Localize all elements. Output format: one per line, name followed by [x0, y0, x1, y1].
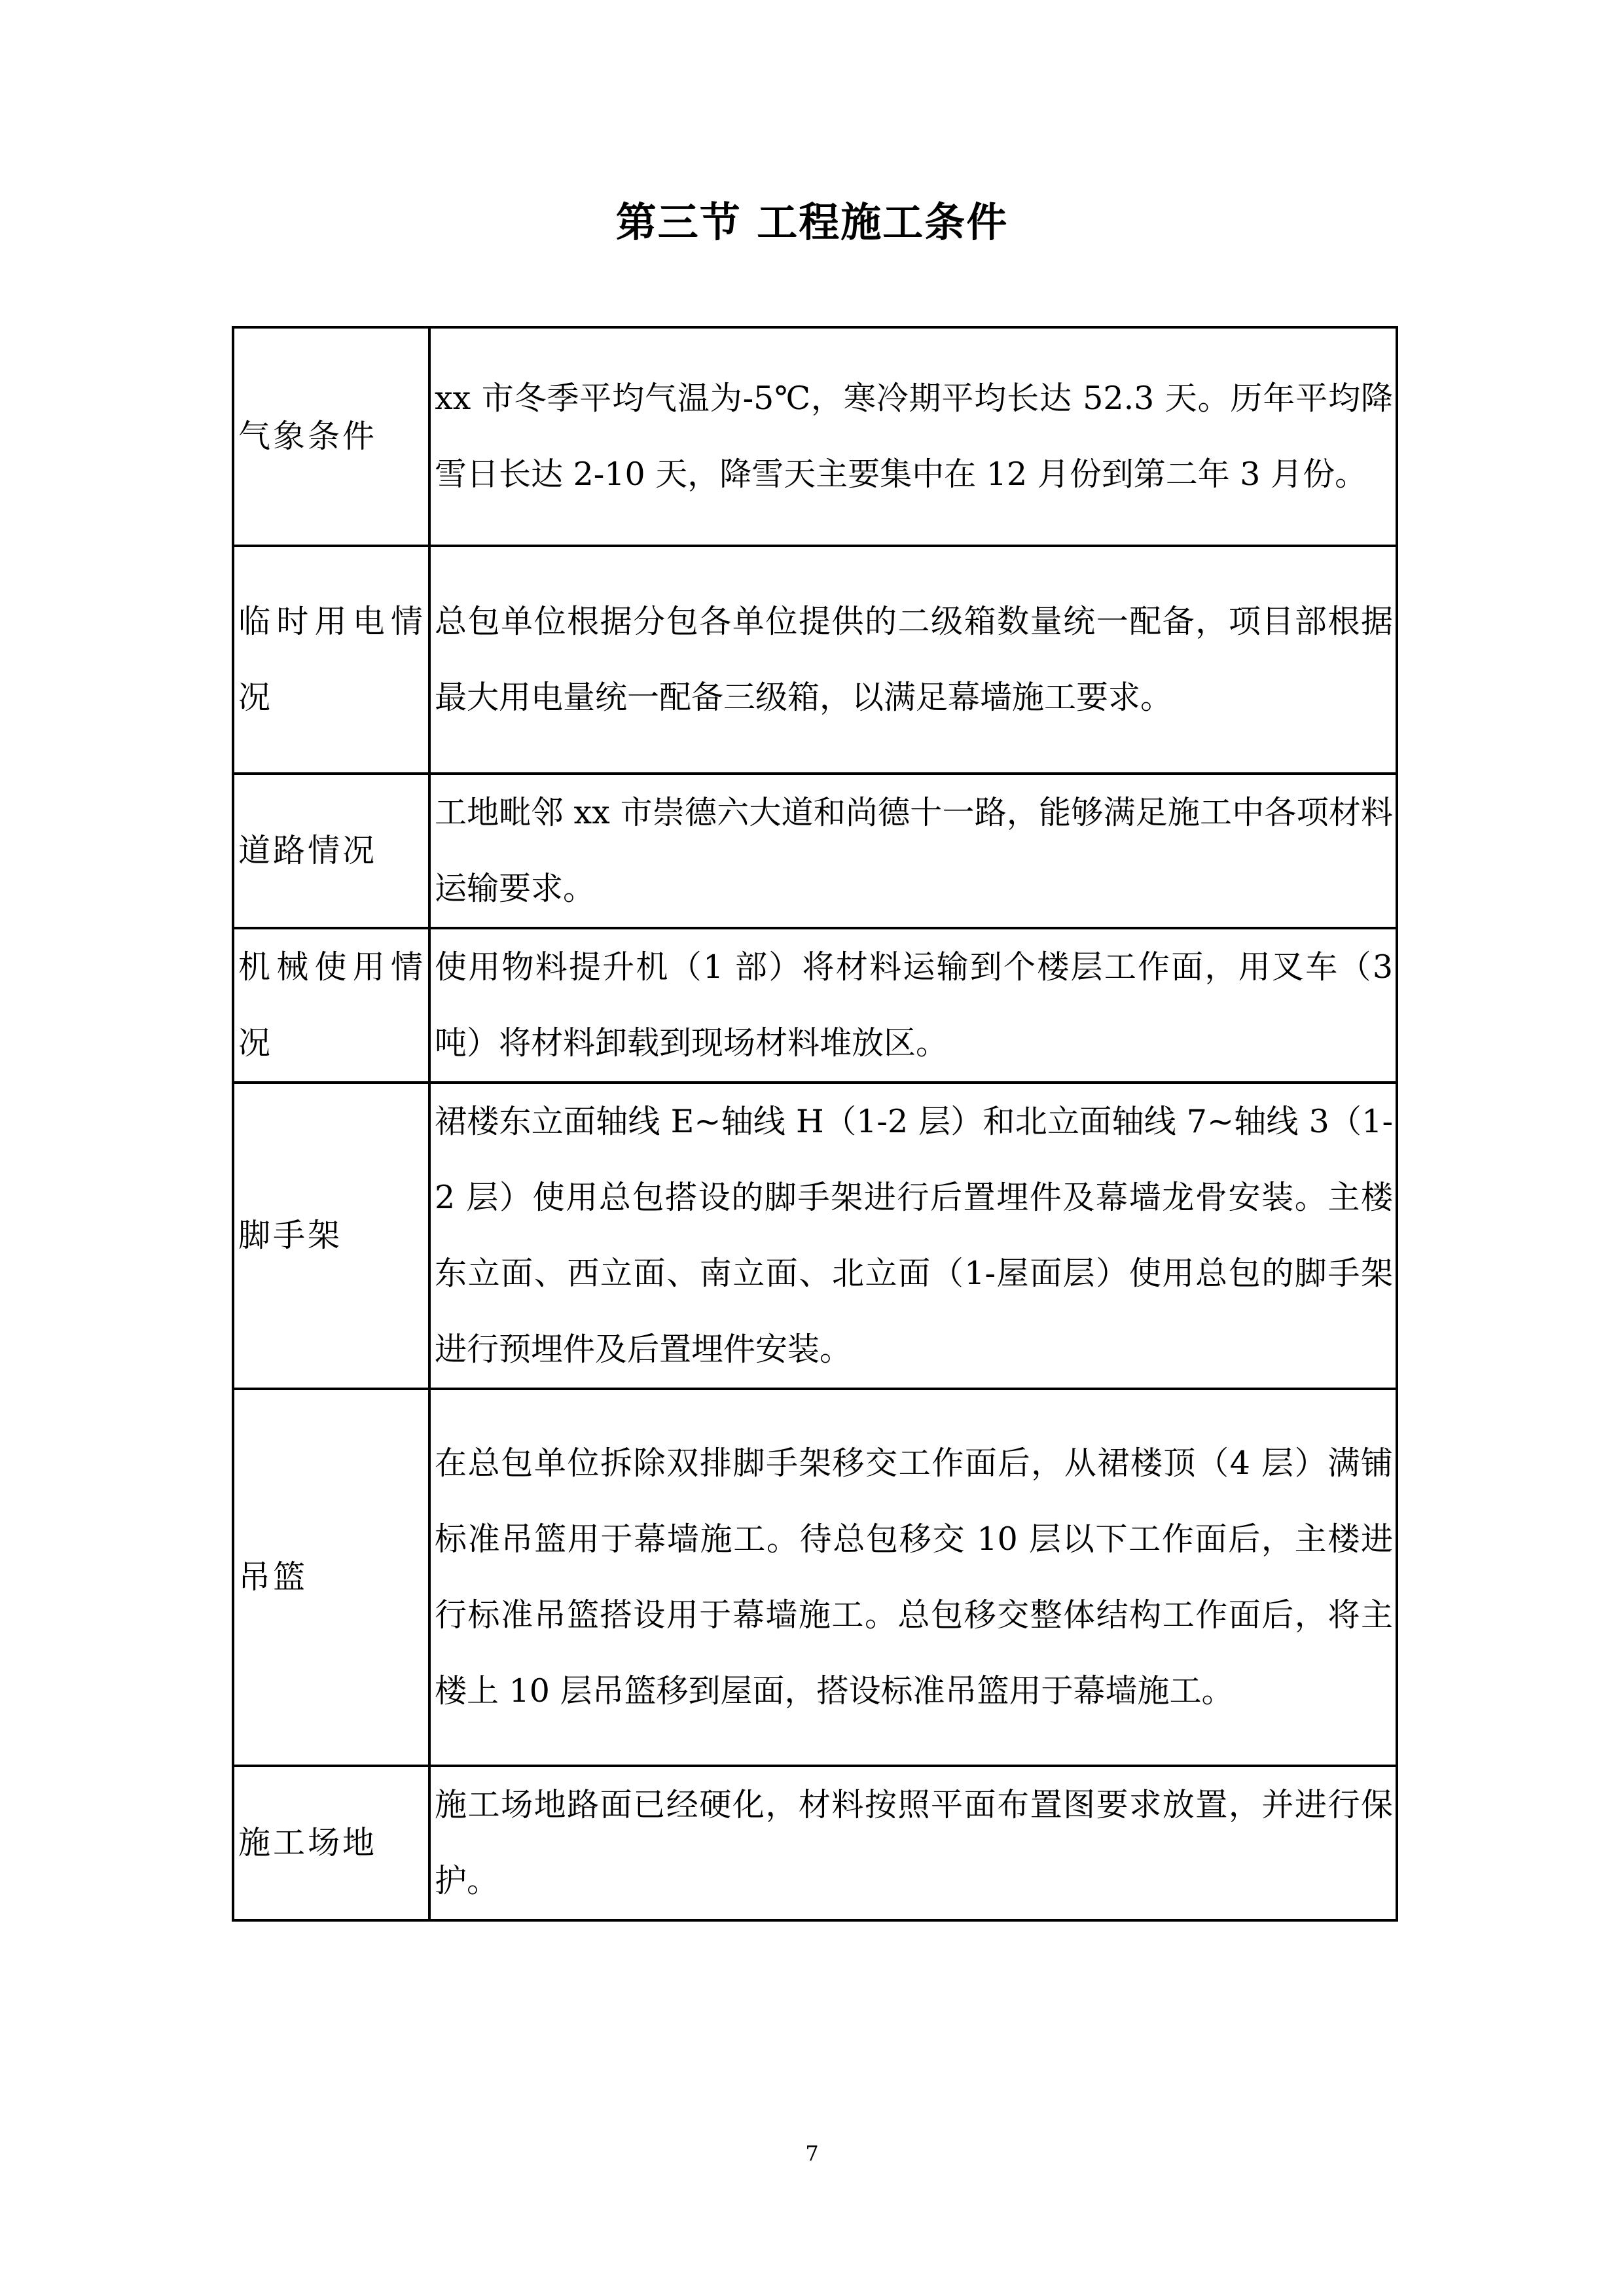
page-title: 第三节 工程施工条件: [615, 198, 1009, 246]
table-row-roads: [233, 774, 1397, 928]
table-row-weather: [233, 327, 1397, 546]
row-content-scaffolding: 裙楼东立面轴线 E~轴线 H（1-2 层）和北立面轴线 7~轴线 3（1-2 层）使用总包搭设的脚手架进行后置埋件及幕墙龙骨安装。主楼东立面、西立面、南立面、北立面（1-屋面层）使用总包的脚手架进行预埋件及后置埋件安装。: [429, 1083, 1397, 1389]
table-row-temporary-power: [233, 546, 1397, 774]
row-label-temporary-power: 临时用电情况: [233, 546, 429, 774]
row-label-machinery: 机械使用情况: [233, 928, 429, 1083]
row-label-weather: 气象条件: [233, 327, 429, 546]
row-content-weather: xx 市冬季平均气温为-5℃，寒冷期平均长达 52.3 天。历年平均降雪日长达 2-10 天，降雪天主要集中在 12 月份到第二年 3 月份。: [429, 327, 1397, 546]
row-content-construction-site: 施工场地路面已经硬化，材料按照平面布置图要求放置，并进行保护。: [429, 1766, 1397, 1920]
table-row-construction-site: [233, 1766, 1397, 1920]
row-label-gondola: 吊篮: [233, 1389, 429, 1766]
table-row-scaffolding: [233, 1083, 1397, 1389]
page-number: 7: [805, 2141, 819, 2166]
row-label-scaffolding: 脚手架: [233, 1083, 429, 1389]
table-row-machinery: [233, 928, 1397, 1083]
row-content-gondola: 在总包单位拆除双排脚手架移交工作面后，从裙楼顶（4 层）满铺标准吊篮用于幕墙施工。待总包移交 10 层以下工作面后，主楼进行标准吊篮搭设用于幕墙施工。总包移交整体结构工作面后，将主楼上 10 层吊篮移到屋面，搭设标准吊篮用于幕墙施工。: [429, 1389, 1397, 1766]
row-content-machinery: 使用物料提升机（1 部）将材料运输到个楼层工作面，用叉车（3 吨）将材料卸载到现场材料堆放区。: [429, 928, 1397, 1083]
table-row-gondola: [233, 1389, 1397, 1766]
row-label-roads: 道路情况: [233, 774, 429, 928]
row-content-roads: 工地毗邻 xx 市崇德六大道和尚德十一路，能够满足施工中各项材料运输要求。: [429, 774, 1397, 928]
row-content-temporary-power: 总包单位根据分包各单位提供的二级箱数量统一配备，项目部根据最大用电量统一配备三级箱，以满足幕墙施工要求。: [429, 546, 1397, 774]
row-label-construction-site: 施工场地: [233, 1766, 429, 1920]
construction-conditions-table: [232, 326, 1398, 1922]
